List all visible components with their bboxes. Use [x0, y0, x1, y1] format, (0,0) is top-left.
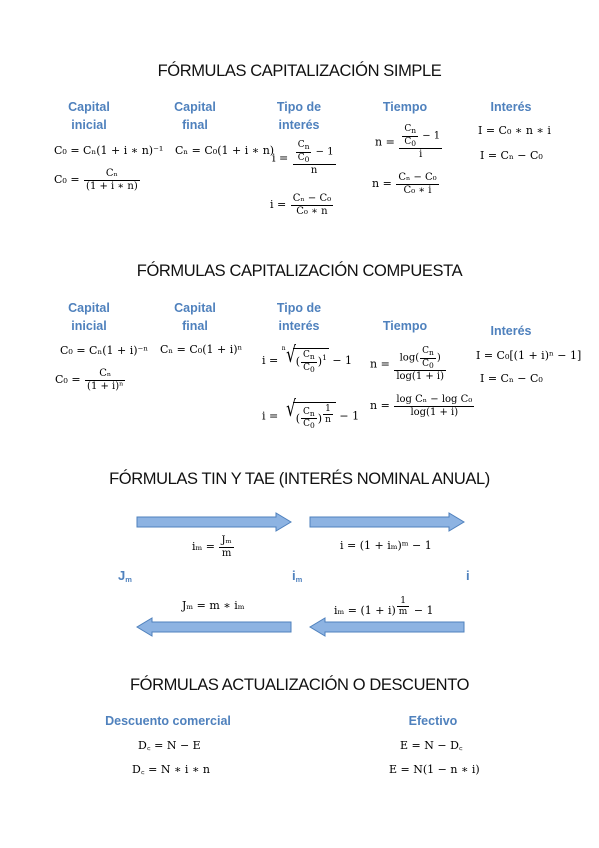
header-tipo-interes: Tipo de interés	[276, 100, 322, 132]
formula-simple-t2: n = $\frac{\text{Cₙ − C₀}}{\text{C₀ ∗ i}}$	[372, 172, 437, 196]
label-im: $i_m$	[292, 568, 303, 584]
section-title-compuesta: FÓRMULAS CAPITALIZACIÓN COMPUESTA	[136, 262, 463, 280]
header-capital-final: Capital final	[174, 100, 216, 132]
formula-simple-ci2: C₀ = $\frac{\text{Cₙ}}{(1 + i ∗ n)}$	[54, 168, 138, 192]
label-jm: $J_m$	[118, 568, 132, 584]
formula-comp-t1: n = log( $\frac{C_n}{C_0}$ ) log(1 + i)	[370, 346, 445, 383]
header-efectivo: Efectivo	[408, 714, 458, 728]
formula-simple-in2: I = Cₙ − C₀	[480, 149, 543, 162]
header-tiempo: Tiempo	[382, 100, 428, 114]
formula-comp-ti1: i = n √ ( $\frac{C_n}{C_0}$ )$^1$ − 1	[262, 343, 353, 374]
formula-comp-ci1: C₀ = Cₙ(1 + i)⁻ⁿ	[60, 344, 149, 357]
formula-desc-r1: E = N − D꜀	[400, 739, 463, 752]
formula-comp-ti2: i = √ ( $\frac{C_n}{C_0}$ ) $^{\frac{1}{n}}$ − 1	[262, 397, 360, 431]
formula-simple-ti1: i = $\frac{C_n}{C_0}$ − 1 n	[272, 140, 334, 177]
arrow-right-1	[136, 512, 292, 532]
header-tipo-interes-c: Tipo de interés	[276, 301, 322, 333]
formula-desc-l2: D꜀ = N ∗ i ∗ n	[132, 763, 211, 776]
label-i: i	[466, 568, 470, 583]
section-title-simple: FÓRMULAS CAPITALIZACIÓN SIMPLE	[157, 62, 442, 80]
formula-comp-cf1: Cₙ = C₀(1 + i)ⁿ	[160, 343, 243, 356]
formula-comp-ci2: C₀ = $\frac{\text{Cₙ}}{\text{(1 + i)ⁿ}}$	[55, 368, 124, 392]
header-capital-inicial: Capital inicial	[68, 100, 110, 132]
formula-comp-t2: n = $\frac{\text{log Cₙ − log C₀}}{\log(1 + i)}$	[370, 394, 473, 418]
arrow-left-1	[136, 617, 292, 637]
formula-simple-ci1: C₀ = Cₙ(1 + i ∗ n)⁻¹	[54, 144, 164, 157]
header-interes: Interés	[490, 100, 532, 114]
header-descuento-comercial: Descuento comercial	[105, 714, 231, 728]
formula-comp-in1: I = C₀[(1 + i)ⁿ − 1]	[476, 349, 582, 362]
formula-simple-cf1: Cₙ = C₀(1 + i ∗ n)	[175, 144, 275, 157]
formula-desc-r2: E = N(1 − n ∗ i)	[389, 763, 480, 776]
header-interes-c: Interés	[490, 324, 532, 338]
formula-simple-ti2: i = $\frac{\text{Cₙ − C₀}}{\text{C₀ ∗ n}}$	[270, 193, 332, 217]
formula-tin-top-left: iₘ = $\frac{\text{Jₘ}}{m}$	[192, 535, 232, 559]
arrow-left-2	[309, 617, 465, 637]
formula-comp-in2: I = Cₙ − C₀	[480, 372, 543, 385]
section-title-descuento: FÓRMULAS ACTUALIZACIÓN O DESCUENTO	[129, 676, 470, 694]
section-title-tin: FÓRMULAS TIN Y TAE (INTERÉS NOMINAL ANUAL)	[109, 470, 490, 488]
header-capital-inicial-c: Capital inicial	[68, 301, 110, 333]
arrow-right-2	[309, 512, 465, 532]
header-capital-final-c: Capital final	[174, 301, 216, 333]
formula-tin-top-right: i = (1 + iₘ)ᵐ − 1	[340, 539, 432, 552]
formula-tin-bottom-left: Jₘ = m ∗ iₘ	[182, 599, 245, 612]
formula-tin-bottom-right: iₘ = (1 + i) $^{\frac{1}{m}}$ − 1	[334, 596, 434, 618]
formula-simple-t1: n = $\frac{C_n}{C_0}$ − 1 i	[375, 124, 441, 161]
formula-simple-in1: I = C₀ ∗ n ∗ i	[478, 124, 551, 137]
formula-desc-l1: D꜀ = N − E	[138, 739, 201, 752]
header-tiempo-c: Tiempo	[382, 319, 428, 333]
